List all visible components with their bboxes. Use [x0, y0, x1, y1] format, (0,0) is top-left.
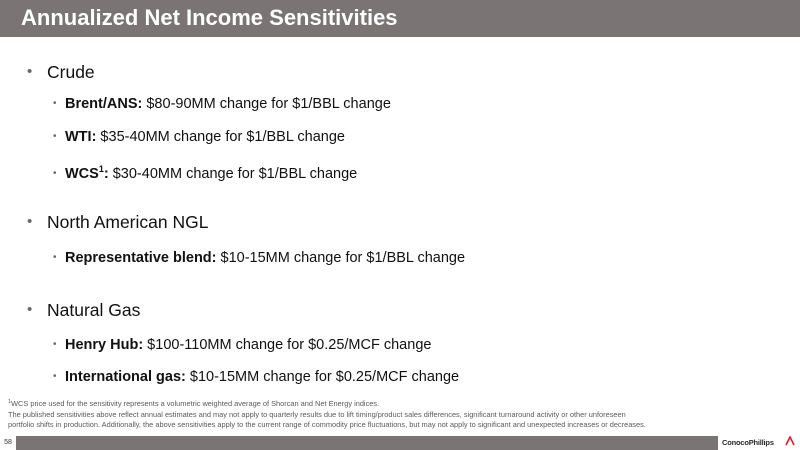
bullet-icon: • — [53, 371, 57, 382]
item-international-gas: • International gas: $10-15MM change for $0.25/MCF change — [53, 369, 460, 385]
bullet-icon: • — [53, 339, 57, 350]
bullet-icon: • — [53, 131, 57, 142]
disclaimer-line-2: portfolio shifts in production. Additionally, the above sensitivities apply to the current range of commodity price fluctuations, but may not apply to significant and unexpected increases or decreases. — [8, 420, 646, 429]
footnote-marker: 1 — [98, 164, 104, 174]
bullet-icon: • — [27, 63, 33, 80]
section-heading-ngl: • North American NGL — [27, 212, 209, 232]
company-logo — [718, 436, 800, 450]
slide-title: Annualized Net Income Sensitivities — [21, 5, 398, 30]
item-wcs: • WCS$^1$: $30-40MM change for $1/BBL change — [53, 164, 358, 182]
footnotes — [8, 397, 798, 431]
disclaimer-line-1: The published sensitivities above reflect annual estimates and may not apply to quarterly results due to lift timing/product sales differences, significant turnaround activity or other unforeseen — [8, 409, 626, 419]
section-heading-natural-gas: • Natural Gas — [27, 300, 141, 320]
section-heading-crude: • Crude — [27, 62, 95, 82]
item-brent: • Brent/ANS: $80-90MM change for $1/BBL change — [53, 96, 391, 112]
bullet-icon: • — [27, 213, 33, 230]
page-number: 58 — [0, 436, 16, 450]
bullet-icon: • — [53, 168, 57, 179]
bullet-icon: • — [53, 98, 57, 109]
bullet-icon: • — [53, 252, 57, 263]
bullet-icon: • — [27, 301, 33, 318]
logo-mark-icon — [785, 436, 795, 446]
title-bar — [0, 0, 800, 37]
logo-text: ConocoPhillips — [722, 438, 774, 447]
item-wti: • WTI: $35-40MM change for $1/BBL change — [53, 129, 345, 145]
footer-bar — [0, 436, 800, 450]
item-henry-hub: • Henry Hub: $100-110MM change for $0.25/MCF change — [53, 337, 432, 353]
footnote-1: $^1$WCS price used for the sensitivity represents a volumetric weighted average of Shorcan and Net Energy indices. — [8, 399, 380, 408]
item-representative-blend: • Representative blend: $10-15MM change for $1/BBL change — [53, 250, 466, 266]
